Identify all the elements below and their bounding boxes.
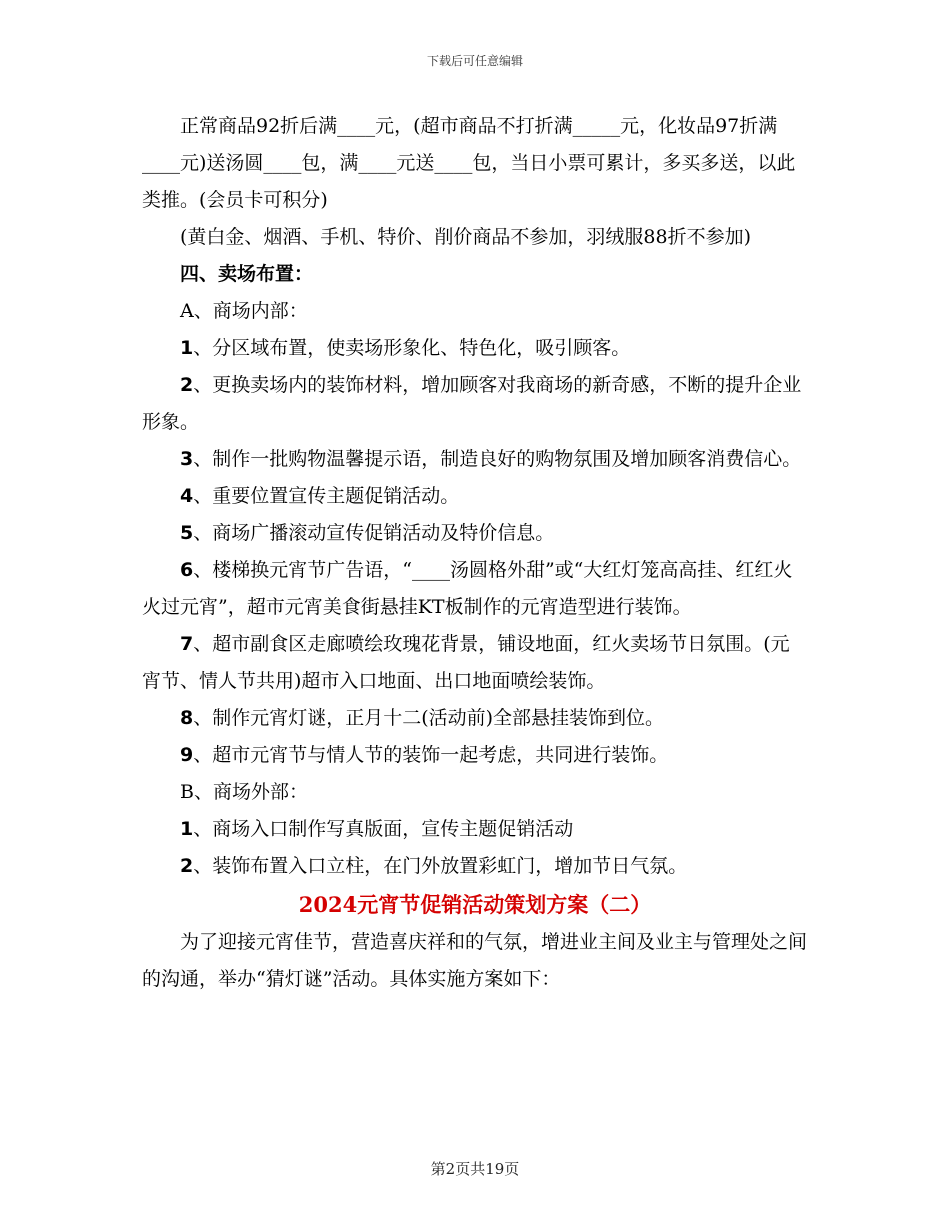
list-item: 1、商场入口制作写真版面，宣传主题促销活动 bbox=[180, 818, 574, 840]
list-item: 8、制作元宵灯谜，正月十二(活动前)全部悬挂装饰到位。 bbox=[180, 707, 665, 729]
plan-title: 2024元宵节促销活动策划方案（二） bbox=[298, 892, 652, 917]
document-body bbox=[142, 108, 808, 998]
page-footer: 第2页共19页 bbox=[430, 1160, 520, 1178]
list-item: 1、分区域布置，使卖场形象化、特色化，吸引顾客。 bbox=[180, 337, 631, 359]
paragraph-discount: 正常商品92折后满____元，(超市商品不打折满_____元，化妆品97折满____元)送汤圆____包，满____元送____包，当日小票可累计，多买多送，以此类推。(会员卡可积分) bbox=[142, 115, 796, 211]
list-item: 2、装饰布置入口立柱，在门外放置彩虹门，增加节日气氛。 bbox=[180, 855, 688, 877]
paragraph-intro: 为了迎接元宵佳节，营造喜庆祥和的气氛，增进业主间及业主与管理处之间的沟通，举办“猜灯谜”活动。具体实施方案如下： bbox=[142, 931, 808, 990]
sub-heading-exterior: B、商场外部： bbox=[180, 781, 308, 803]
list-item: 3、制作一批购物温馨提示语，制造良好的购物氛围及增加顾客消费信心。 bbox=[180, 448, 802, 470]
page-header: 下载后可任意编辑 bbox=[426, 54, 523, 68]
section-heading-store-layout: 四、卖场布置： bbox=[180, 263, 314, 285]
paragraph-exclusions: (黄白金、烟酒、手机、特价、削价商品不参加，羽绒服88折不参加) bbox=[180, 226, 752, 248]
list-item: 4、重要位置宣传主题促销活动。 bbox=[180, 485, 460, 507]
list-item: 9、超市元宵节与情人节的装饰一起考虑，共同进行装饰。 bbox=[180, 744, 669, 766]
list-item: 2、更换卖场内的装饰材料，增加顾客对我商场的新奇感，不断的提升企业形象。 bbox=[142, 374, 802, 433]
sub-heading-interior: A、商场内部： bbox=[180, 300, 308, 322]
list-item: 7、超市副食区走廊喷绘玫瑰花背景，铺设地面，红火卖场节日氛围。(元宵节、情人节共用)超市入口地面、出口地面喷绘装饰。 bbox=[142, 633, 790, 692]
list-item: 5、商场广播滚动宣传促销活动及特价信息。 bbox=[180, 522, 555, 544]
list-item: 6、楼梯换元宵节广告语，“____汤圆格外甜”或“大红灯笼高高挂、红红火火过元宵”，超市元宵美食街悬挂KT板制作的元宵造型进行装饰。 bbox=[142, 559, 793, 618]
